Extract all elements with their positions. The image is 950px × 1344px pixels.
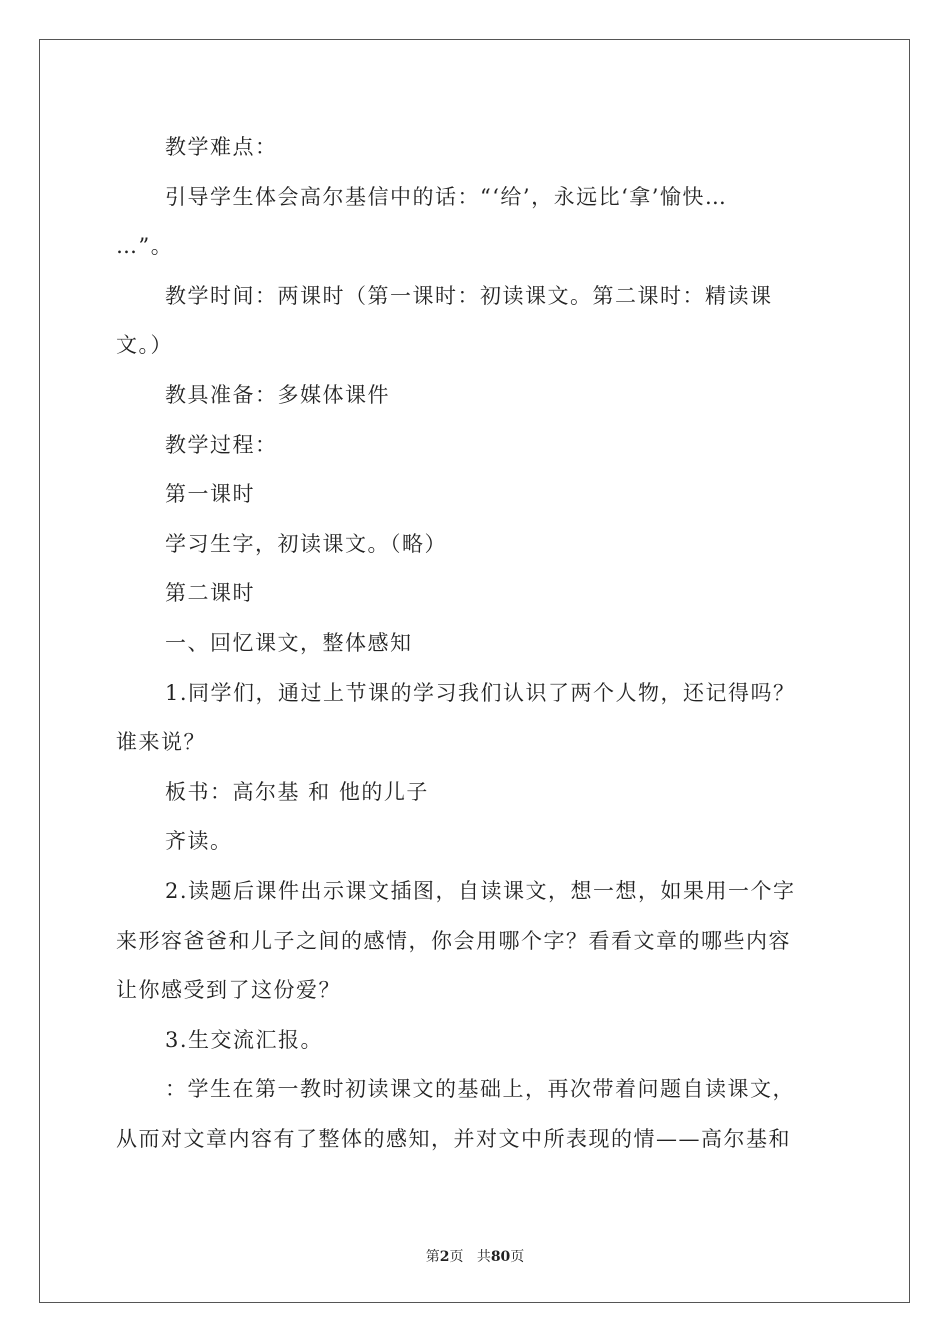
text-line: ：学生在第一教时初读课文的基础上，再次带着问题自读课文， <box>165 1077 795 1102</box>
text-line: 来形容爸爸和儿子之间的感情，你会用哪个字？看看文章的哪些内容 <box>116 928 791 953</box>
text-line: 引导学生体会高尔基信中的话：“‘给’，永远比‘拿’愉快… <box>165 184 728 209</box>
text-line: 齐读。 <box>165 829 233 854</box>
text-line: 教学过程： <box>165 432 278 457</box>
text-line: 教具准备：多媒体课件 <box>165 382 390 407</box>
text-line: 板书：高尔基 和 他的儿子 <box>165 779 429 804</box>
total-pages: 80 <box>490 1249 511 1265</box>
text-line: …”。 <box>116 234 174 259</box>
text-line: 学习生字，初读课文。（略） <box>165 531 447 556</box>
text-line: 教学时间：两课时（第一课时：初读课文。第二课时：精读课 <box>165 283 773 308</box>
page-prefix: 第 <box>425 1249 440 1265</box>
text-line: 让你感受到了这份爱？ <box>116 978 341 1003</box>
page-number: 2 <box>439 1249 450 1265</box>
text-line: 第一课时 <box>165 482 255 507</box>
page-suffix: 页 <box>449 1249 464 1265</box>
text-line: 2.读题后课件出示课文插图，自读课文，想一想，如果用一个字 <box>165 878 796 903</box>
text-line: 1.同学们，通过上节课的学习我们认识了两个人物，还记得吗？ <box>165 680 796 705</box>
text-line: 谁来说？ <box>116 730 206 755</box>
text-line: 3.生交流汇报。 <box>165 1027 324 1052</box>
text-line: 教学难点： <box>165 135 278 159</box>
text-line: 一、回忆课文，整体感知 <box>165 630 413 655</box>
text-line: 从而对文章内容有了整体的感知，并对文中所表现的情——高尔基和 <box>116 1126 791 1151</box>
total-suffix: 页 <box>510 1249 525 1265</box>
document-body <box>116 123 836 1164</box>
text-line: 文。） <box>116 333 173 358</box>
text-line: 第二课时 <box>165 581 255 606</box>
total-prefix: 共 <box>476 1249 491 1265</box>
page-footer <box>0 1246 950 1266</box>
